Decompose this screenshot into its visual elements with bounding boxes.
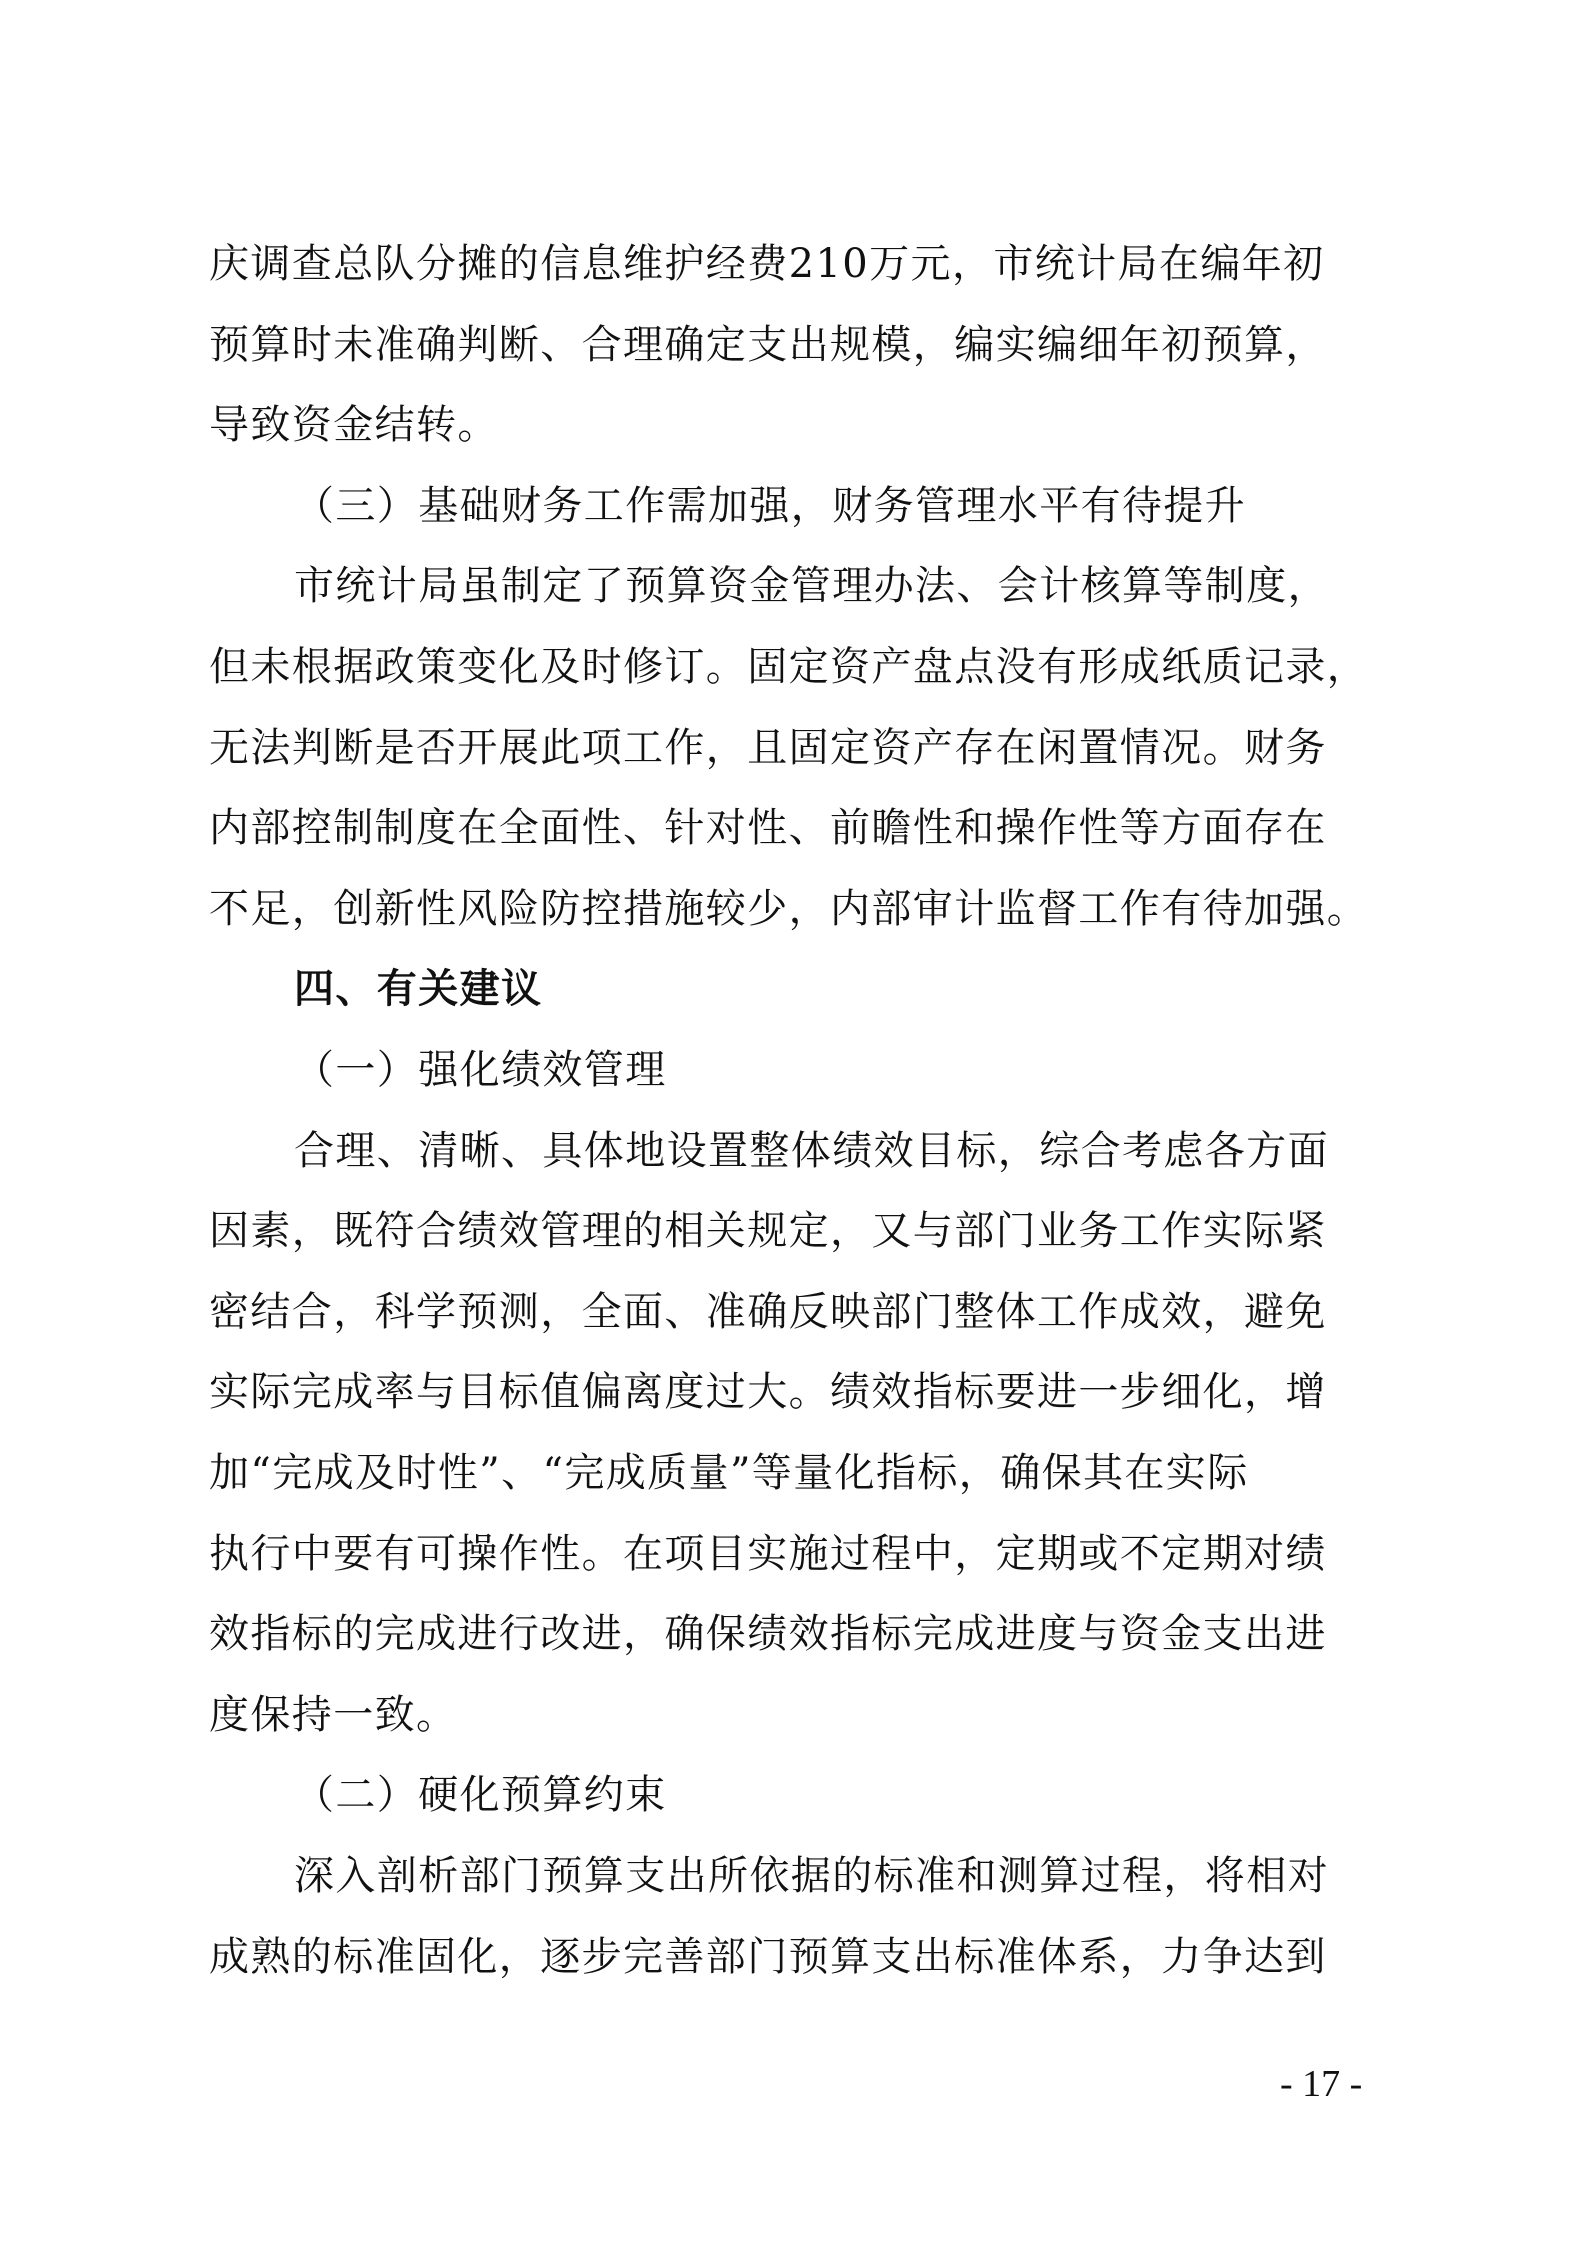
paragraph-line: 效指标的完成进行改进，确保绩效指标完成进度与资金支出进 (209, 1611, 1327, 1658)
paragraph-line: 实际完成率与目标值偏离度过大。绩效指标要进一步细化，增 (209, 1369, 1327, 1416)
paragraph-line: 内部控制制度在全面性、针对性、前瞻性和操作性等方面存在 (209, 805, 1327, 852)
paragraph-line: 预算时未准确判断、合理确定支出规模，编实编细年初预算， (209, 321, 1327, 368)
paragraph-line: 密结合，科学预测，全面、准确反映部门整体工作成效，避免 (209, 1288, 1327, 1335)
paragraph-line: 无法判断是否开展此项工作，且固定资产存在闲置情况。财务 (209, 724, 1327, 771)
section-heading: （一）强化绩效管理 (294, 1047, 667, 1093)
section-heading: （三）基础财务工作需加强，财务管理水平有待提升 (294, 482, 1247, 529)
paragraph-line: 加“完成及时性”、“完成质量”等量化指标，确保其在实际 (209, 1450, 1249, 1496)
paragraph-line: 深入剖析部门预算支出所依据的标准和测算过程，将相对 (294, 1853, 1329, 1899)
paragraph-line: 度保持一致。 (209, 1691, 458, 1738)
paragraph-line: 因素，既符合绩效管理的相关规定，又与部门业务工作实际紧 (209, 1208, 1327, 1255)
page-number: - 17 - (1280, 2063, 1363, 2105)
paragraph-line: 庆调查总队分摊的信息维护经费210万元，市统计局在编年初 (209, 241, 1325, 287)
paragraph-line: 导致资金结转。 (209, 402, 499, 449)
paragraph-line: 合理、清晰、具体地设置整体绩效目标，综合考虑各方面 (294, 1127, 1329, 1174)
paragraph-line: 执行中要有可操作性。在项目实施过程中，定期或不定期对绩 (209, 1530, 1327, 1577)
paragraph-line: 成熟的标准固化，逐步完善部门预算支出标准体系，力争达到 (209, 1933, 1327, 1980)
paragraph-line: 市统计局虽制定了预算资金管理办法、会计核算等制度， (294, 563, 1329, 610)
paragraph-line: 但未根据政策变化及时修订。固定资产盘点没有形成纸质记录， (209, 644, 1369, 690)
section-heading: 四、有关建议 (294, 966, 543, 1013)
paragraph-line: 不足，创新性风险防控措施较少，内部审计监督工作有待加强。 (209, 885, 1369, 932)
section-heading: （二）硬化预算约束 (294, 1772, 667, 1819)
